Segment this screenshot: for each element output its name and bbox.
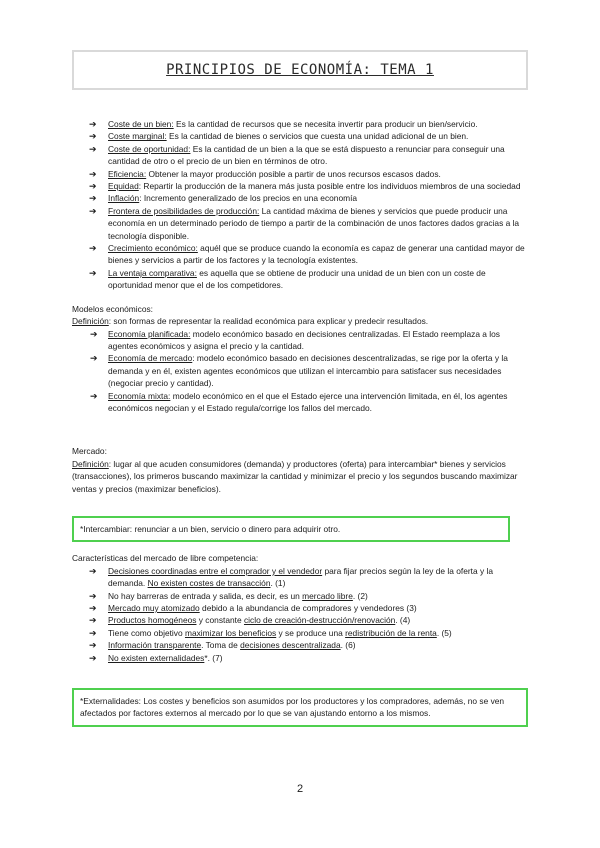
free-market-item: ➔ Información transparente. Toma de decisiones descentralizada. (6) (89, 640, 356, 651)
market-heading: Mercado: (72, 446, 107, 457)
market-definition: Definición: lugar al que acuden consumidores (demanda) y productores (oferta) para intercambiar* bienes y servicios (transacciones), los primeros buscando maximizar la cantidad y minimizar el precio y los segundos buscando maximizar ventas y precios (maximizar beneficios). (72, 458, 518, 494)
definition-item: ➔ Equidad: Repartir la producción de la manera más justa posible entre los individuos miembros de una sociedad (89, 181, 521, 192)
arrow-icon: ➔ (89, 243, 97, 254)
definition-item: ➔ Coste de oportunidad: Es la cantidad de un bien a la que se está dispuesto a renunciar para conseguir una cantidad de otro o el precio de un bien en términos de otro. (89, 143, 505, 167)
models-definition: Definición: son formas de representar la realidad económica para explicar y predecir resultados. (72, 316, 429, 327)
title-box (72, 50, 528, 90)
free-market-item: ➔ No existen externalidades*. (7) (89, 652, 223, 663)
arrow-icon: ➔ (89, 615, 97, 626)
definition-item: ➔ Coste marginal: Es la cantidad de bienes o servicios que cuesta una unidad adicional de un bien. (89, 131, 469, 142)
page-title: PRINCIPIOS DE ECONOMÍA: TEMA 1 (166, 62, 434, 78)
free-market-list (72, 565, 528, 664)
free-market-item: ➔ Tiene como objetivo maximizar los beneficios y se produce una redistribución de la renta. (5) (89, 627, 452, 638)
arrow-icon: ➔ (89, 193, 97, 204)
definition-item: ➔ Coste de un bien: Es la cantidad de recursos que se necesita invertir para producir un bien/servicio. (89, 119, 478, 129)
models-list (72, 328, 528, 415)
arrow-icon: ➔ (89, 131, 97, 142)
definition-item: ➔ La ventaja comparativa: es aquella que se obtiene de producir una unidad de un bien con un coste de oportunidad menor que el de los competidores. (89, 267, 486, 291)
arrow-icon: ➔ (89, 603, 97, 613)
arrow-icon: ➔ (90, 328, 98, 339)
models-heading: Modelos económicos: (72, 303, 153, 314)
definition-item: ➔ Crecimiento económico: aquél que se produce cuando la economía es capaz de generar una cantidad mayor de bienes y servicios a partir de los factores y la tecnología existentes. (89, 243, 525, 266)
free-market-item: ➔ Decisiones coordinadas entre el comprador y el vendedor para fijar precios según la ley de la oferta y la demanda. No existen costes de transacción. (1) (89, 565, 494, 589)
note-externalities-text: *Externalidades: Los costes y beneficios son asumidos por los productores y los compradores, además, no se ven afectados por factores externos al mercado por lo que se van ajustando entorno a los mismos. (80, 696, 505, 719)
arrow-icon: ➔ (89, 565, 97, 576)
definition-item: ➔ Frontera de posibilidades de producción: La cantidad máxima de bienes y servicios que puede producir una economía en un determinado periodo de tiempo a partir de la combinación de unos factores dados gracias a la tecnología disponible. (89, 205, 520, 241)
note-exchange-text: *Intercambiar: renunciar a un bien, servicio o dinero para adquirir otro. (80, 523, 341, 534)
arrow-icon: ➔ (89, 640, 97, 651)
model-item: ➔ Economía de mercado: modelo económico basado en decisiones descentralizadas, se rige por la oferta y la demanda y en él, existen agentes económicos que utilizan el intercambio para satisfacer sus necesidades (negociar precio y cantidad). (90, 353, 508, 389)
page-number: 2 (296, 783, 304, 795)
free-market-item: ➔ No hay barreras de entrada y salida, es decir, es un mercado libre. (2) (89, 590, 368, 601)
arrow-icon: ➔ (89, 627, 97, 638)
arrow-icon: ➔ (89, 143, 97, 154)
arrow-icon: ➔ (89, 267, 97, 278)
arrow-icon: ➔ (89, 119, 97, 129)
arrow-icon: ➔ (89, 205, 97, 216)
definitions-list (72, 118, 528, 292)
note-externalities-box (72, 688, 528, 727)
arrow-icon: ➔ (89, 652, 97, 663)
free-market-item: ➔ Mercado muy atomizado debido a la abundancia de compradores y vendedores (3) (89, 603, 417, 613)
model-item: ➔ Economía planificada: modelo económico basado en decisiones centralizadas. El Estado reemplaza a los agentes económicos y asigna el precio y la cantidad. (90, 328, 500, 351)
definition-item: ➔ Inflación: Incremento generalizado de los precios en una economía (89, 193, 358, 204)
arrow-icon: ➔ (89, 168, 97, 179)
note-exchange-box (72, 516, 510, 542)
model-item: ➔ Economía mixta: modelo económico en el que el Estado ejerce una intervención limitada, en él, los agentes económicos negocian y el Estado regula/corrige los fallos del mercado. (90, 390, 508, 413)
arrow-icon: ➔ (90, 353, 98, 364)
content (72, 118, 528, 727)
free-market-item: ➔ Productos homogéneos y constante ciclo de creación-destrucción/renovación. (4) (89, 615, 411, 626)
arrow-icon: ➔ (90, 390, 98, 401)
free-market-heading: Características del mercado de libre competencia: (72, 553, 259, 564)
definition-item: ➔ Eficiencia: Obtener la mayor producción posible a partir de unos recursos escasos dados. (89, 168, 441, 179)
arrow-icon: ➔ (89, 181, 97, 192)
arrow-icon: ➔ (89, 590, 97, 601)
